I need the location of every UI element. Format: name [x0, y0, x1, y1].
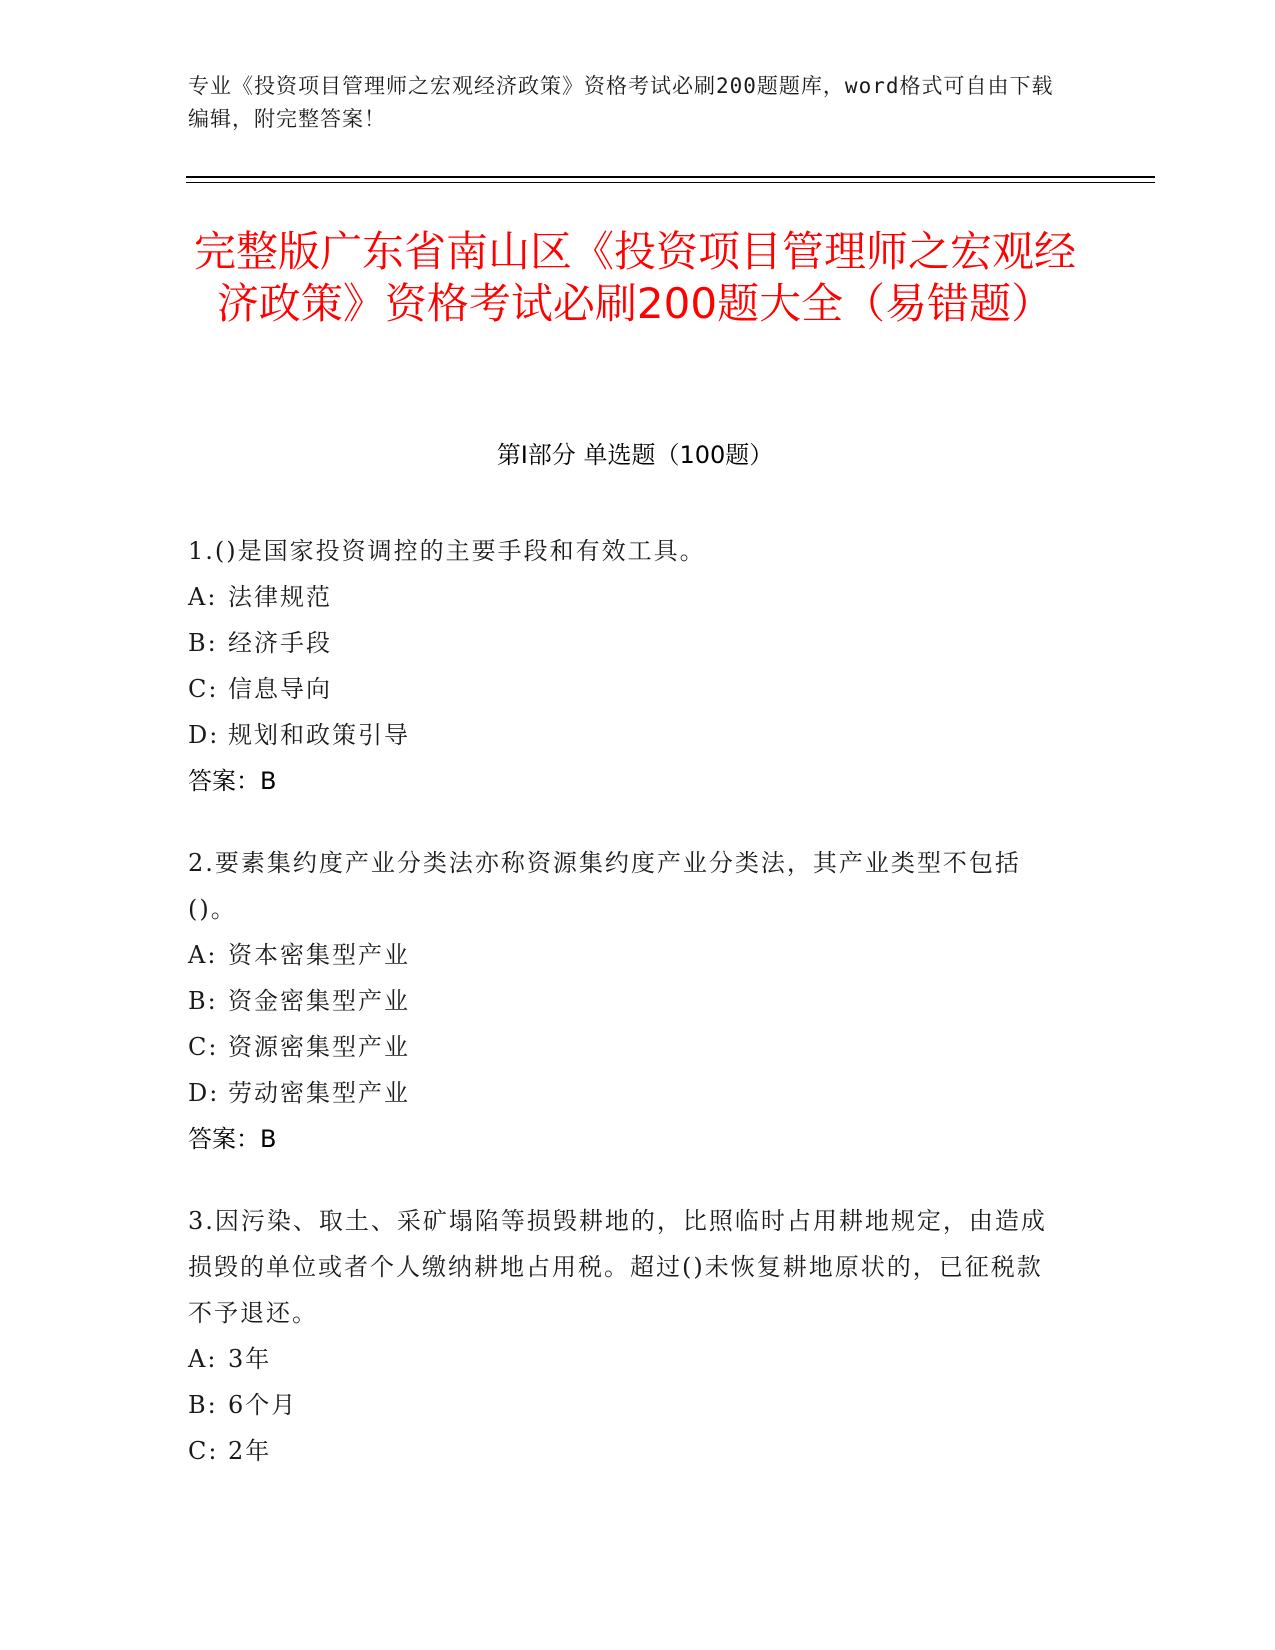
- header-note: 专业《投资项目管理师之宏观经济政策》资格考试必刷200题题库，word格式可自由下载编辑，附完整答案！: [188, 74, 1054, 131]
- option-c: [188, 1024, 1068, 1070]
- option-a: [188, 574, 1068, 620]
- option-letter: D:: [188, 1079, 220, 1107]
- option-d: [188, 712, 1068, 758]
- option-letter: C:: [188, 1033, 219, 1061]
- option-letter: B:: [188, 629, 218, 657]
- question-2: [188, 840, 1068, 1162]
- option-text: 信息导向: [228, 675, 332, 703]
- option-b: [188, 620, 1068, 666]
- header-rule-thin: [186, 182, 1155, 183]
- option-b: [188, 978, 1068, 1024]
- option-b: [188, 1382, 1068, 1428]
- option-text: 资金密集型产业: [228, 987, 410, 1015]
- question-stem: 2.要素集约度产业分类法亦称资源集约度产业分类法，其产业类型不包括()。: [188, 849, 1021, 923]
- option-letter: A:: [188, 1345, 218, 1373]
- option-letter: C:: [188, 1437, 219, 1465]
- option-a: [188, 932, 1068, 978]
- option-text: 3年: [228, 1345, 272, 1373]
- option-text: 2年: [228, 1437, 272, 1465]
- option-text: 6个月: [228, 1391, 298, 1419]
- option-a: [188, 1336, 1068, 1382]
- question-stem: 1.()是国家投资调控的主要手段和有效工具。: [188, 537, 706, 565]
- option-text: 劳动密集型产业: [228, 1079, 410, 1107]
- option-text: 规划和政策引导: [228, 721, 410, 749]
- answer-line: 答案：B: [188, 1125, 277, 1153]
- option-letter: A:: [188, 583, 218, 611]
- question-stem: 3.因污染、取土、采矿塌陷等损毁耕地的，比照临时占用耕地规定，由造成损毁的单位或者个人缴纳耕地占用税。超过()未恢复耕地原状的，已征税款不予退还。: [188, 1207, 1047, 1327]
- option-text: 资源密集型产业: [228, 1033, 410, 1061]
- option-letter: C:: [188, 675, 219, 703]
- document-title: 完整版广东省南山区《投资项目管理师之宏观经济政策》资格考试必刷200题大全（易错题）: [193, 227, 1076, 328]
- option-letter: B:: [188, 987, 218, 1015]
- question-1: [188, 528, 1068, 804]
- option-letter: A:: [188, 941, 218, 969]
- option-d: [188, 1070, 1068, 1116]
- header-rule-thick: [186, 176, 1155, 178]
- section-title: 第I部分 单选题（100题）: [496, 441, 774, 469]
- option-text: 经济手段: [228, 629, 332, 657]
- option-c: [188, 666, 1068, 712]
- answer-line: 答案：B: [188, 767, 277, 795]
- option-text: 资本密集型产业: [228, 941, 410, 969]
- option-letter: B:: [188, 1391, 218, 1419]
- question-3: [188, 1198, 1068, 1474]
- option-text: 法律规范: [228, 583, 332, 611]
- option-c: [188, 1428, 1068, 1474]
- question-list: [188, 528, 1068, 1510]
- option-letter: D:: [188, 721, 220, 749]
